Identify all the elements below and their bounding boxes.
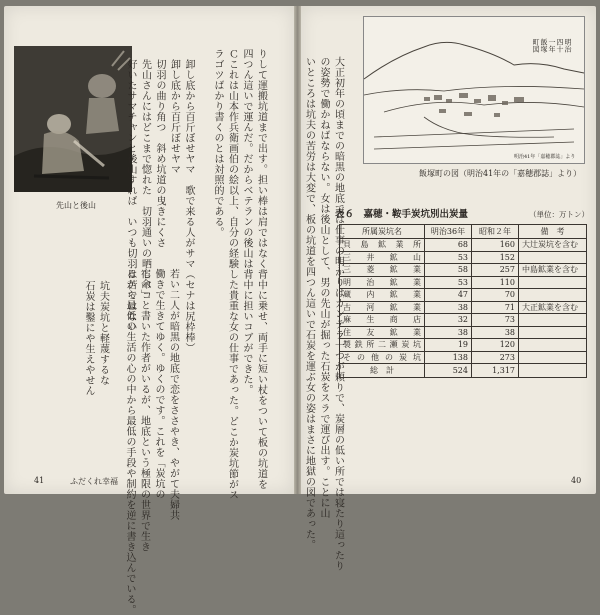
note: [519, 251, 587, 264]
total-s2: 1,317: [472, 364, 519, 378]
output-m36: 58: [425, 264, 472, 277]
output-s2: 120: [472, 339, 519, 352]
mine-name: 住友鉱業: [340, 326, 425, 339]
table-total-row: [340, 364, 587, 378]
coal-output-table: [339, 224, 587, 378]
left-lower-text: [124, 254, 194, 615]
mine-name: 蔵内鉱業: [340, 289, 425, 302]
left-page: [4, 6, 294, 615]
mine-name: 古河鉱業: [340, 301, 425, 314]
miners-photo: [14, 46, 132, 192]
song-line: 切羽の曲り角つ 斜め坑道の曳きにくさ: [154, 48, 165, 249]
sketch-credit: 明治41年「嘉穂郡誌」より: [514, 154, 576, 160]
output-s2: 160: [472, 239, 519, 252]
output-m36: 53: [425, 251, 472, 264]
total-note: [519, 364, 587, 378]
mine-name: 明治鉱業: [340, 276, 425, 289]
song-line: 卸し底から百斤ぼせヤマ 歌で来る人がサマ（セナは尻枠棒）: [183, 48, 194, 354]
text-line: の姿勢で働かねばならない。女は後山として、男の先山が掘った石炭をスラで運び出す。ことに山: [318, 56, 329, 519]
total-m36: 524: [425, 364, 472, 378]
text-line: 宿命」と書いた作者がいるが、地底という極限の世界で生き: [138, 268, 150, 553]
left-bottom-verse: [83, 266, 124, 451]
mine-name: 三井鉱山: [340, 251, 425, 264]
output-m36: 38: [425, 301, 472, 314]
text-line: ラゴツばかり書くのとは対照的である。: [212, 48, 223, 238]
text-line: いところは坑夫の苦労は大変で、板の坑道を四つん這いで石炭を運ぶ女の姿はまさに地獄の図であった。: [303, 56, 315, 551]
song-line: 好いたサマチャンと後山すれば いつも切羽は苦ではない: [125, 48, 136, 333]
output-s2: 71: [472, 301, 519, 314]
output-s2: 38: [472, 326, 519, 339]
output-m36: 47: [425, 289, 472, 302]
output-m36: 138: [425, 351, 472, 364]
text-line: 四つん這いで運んだ。だからベテランの後山は背中に担いコブができた。: [241, 48, 252, 396]
song-line: 卸し底から百斤ぼせヤマ: [168, 48, 180, 175]
mine-name: 三菱鉱業: [340, 264, 425, 277]
output-s2: 73: [472, 314, 519, 327]
column-header: 昭和２年: [472, 225, 519, 239]
table-row: [340, 276, 587, 289]
table-row: [340, 339, 587, 352]
note: [519, 314, 587, 327]
song-line: 先山さんにはどこまで惚れた 切羽通いの晒しベコ: [139, 48, 151, 301]
output-s2: 70: [472, 289, 519, 302]
table-row: [340, 326, 587, 339]
verse-line: 石炭は鑿にや生えやせん: [83, 280, 94, 397]
note: 大辻炭坑を含む: [519, 239, 587, 252]
book-gutter: [294, 6, 301, 494]
right-page: [301, 6, 596, 572]
table-row: [340, 264, 587, 277]
output-m36: 68: [425, 239, 472, 252]
table-unit: （単位：万トン）: [529, 210, 589, 219]
page-number: 40: [571, 476, 582, 485]
text-line: 働きで生きてゆく。ゆくのです。これを「炭坑の: [153, 268, 164, 500]
note: [519, 326, 587, 339]
inscription-line: 町図: [532, 38, 540, 53]
table-row: [340, 314, 587, 327]
output-s2: 110: [472, 276, 519, 289]
verse-line: 坑夫炭坑と軽蔑するな: [97, 280, 109, 386]
inscription-line: 四十: [556, 38, 564, 53]
text-line: Ｃこれは山本作兵衛画伯の絵以上、自分の経験した貴重な女の仕事であった。どこか炭坑節がス: [226, 48, 238, 501]
table-row: [340, 251, 587, 264]
text-line: りして運搬坑道まで出す。担い棒は肩ではなく背中に乗せ、両手に短い杖をついて板の坑道を: [255, 48, 267, 490]
total-label: 総 計: [340, 364, 425, 378]
output-s2: 152: [472, 251, 519, 264]
inscription-line: 飯塚: [540, 38, 548, 53]
sketch-caption: 飯塚町の図（明治41年の「嘉穂郡誌」より）: [419, 169, 582, 178]
output-m36: 53: [425, 276, 472, 289]
text-line: るから最低の生活の心の中から最低の手段や制約を逆に書き込んでいる。: [124, 268, 135, 615]
note: 大正鉱業を含む: [519, 301, 587, 314]
output-m36: 32: [425, 314, 472, 327]
table-row: [340, 351, 587, 364]
output-m36: 19: [425, 339, 472, 352]
table-row: [340, 301, 587, 314]
note: [519, 289, 587, 302]
iizuka-town-sketch: [363, 16, 585, 164]
note: 中島鉱業を含む: [519, 264, 587, 277]
table-header-row: [340, 225, 587, 239]
mine-name: 貝島鉱業所: [340, 239, 425, 252]
column-header: 所属炭坑名: [340, 225, 425, 239]
sketch-inscription: [532, 25, 580, 61]
running-head: ふだくれ幸福: [70, 477, 118, 486]
output-s2: 257: [472, 264, 519, 277]
note: [519, 339, 587, 352]
inscription-line: 明治: [564, 38, 572, 53]
page-number: 41: [34, 476, 45, 485]
mine-name: 製鉄所二瀬炭坑: [340, 339, 425, 352]
column-header: 備 考: [519, 225, 587, 239]
table-title: 表６ 嘉穂・鞍手炭坑別出炭量: [335, 209, 469, 220]
mine-name: 麻生商店: [340, 314, 425, 327]
table-row: [340, 289, 587, 302]
output-s2: 273: [472, 351, 519, 364]
text-line: 若い二人が暗黒の地底で恋をささやき、やがて夫婦共: [167, 268, 179, 521]
mine-name: その他の炭坑: [340, 351, 425, 364]
inscription-line: 一年: [548, 38, 556, 53]
column-header: 明治36年: [425, 225, 472, 239]
text-line: 大正初年の頃までの暗黒の地底では仕事の明かりはカンテラ一つが頼りで、炭層の低い所では寝たり這ったり: [332, 56, 344, 572]
note: [519, 276, 587, 289]
output-m36: 38: [425, 326, 472, 339]
note: [519, 351, 587, 364]
table-row: [340, 239, 587, 252]
miners-illustration: [14, 46, 132, 192]
photo-caption: 先山と後山: [56, 201, 96, 210]
